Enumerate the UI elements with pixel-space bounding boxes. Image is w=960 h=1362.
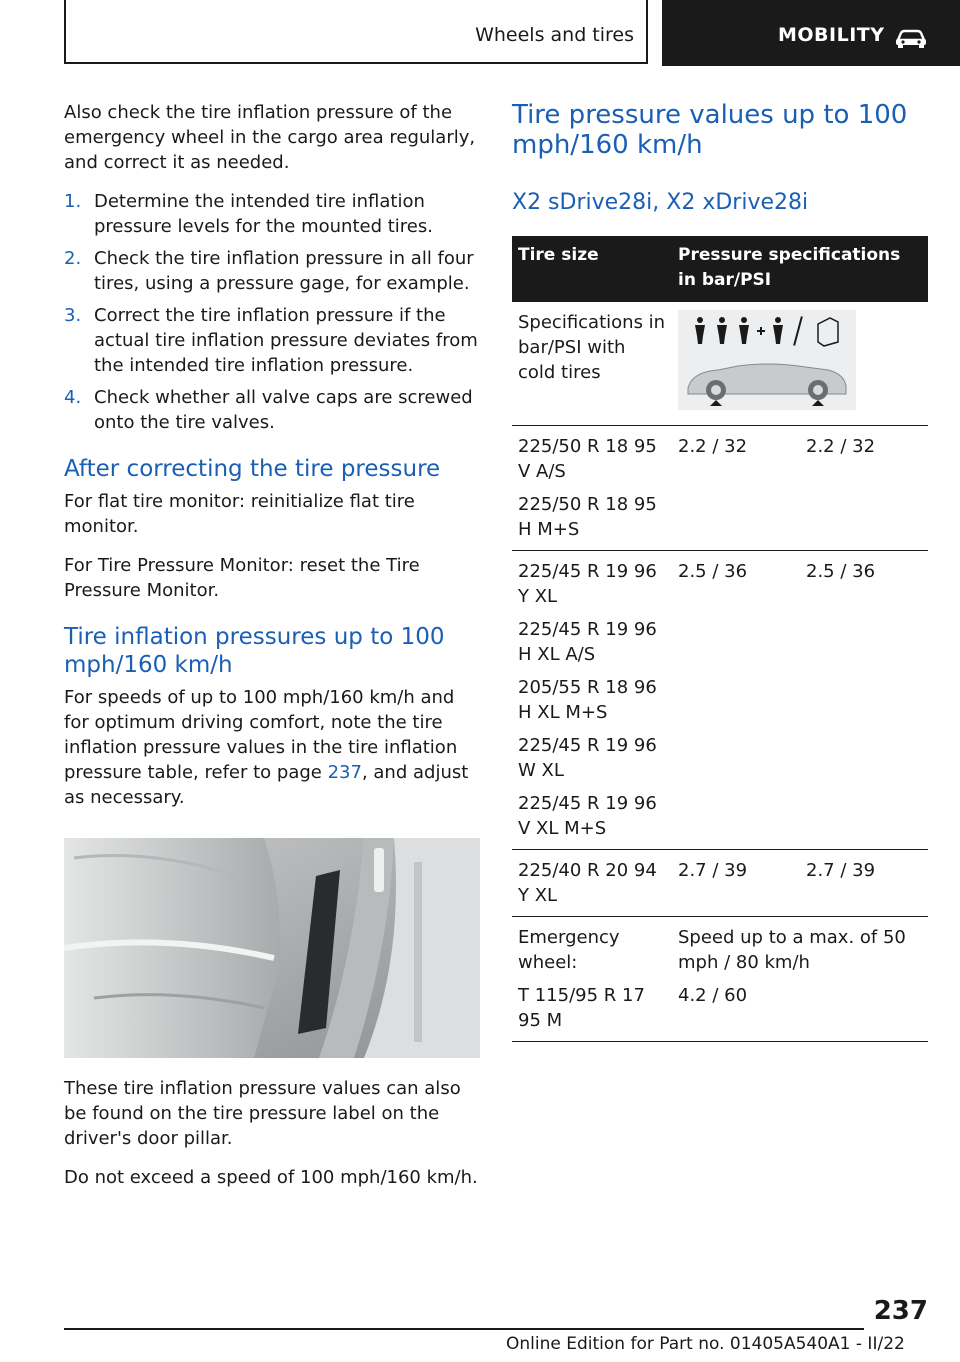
load-diagram-cell — [672, 302, 928, 426]
photo-caption: These tire inflation pressure values can also be found on the tire pressure label on the driver's door pillar. — [64, 1078, 461, 1149]
table-row — [512, 302, 928, 426]
edition-footer: Online Edition for Part no. 01405A540A1 - II/22 — [506, 1334, 905, 1354]
table-row — [512, 551, 928, 850]
tire-size-cell — [512, 551, 672, 850]
list-item — [64, 303, 480, 378]
page-header — [0, 0, 960, 66]
tire-pressure-heading: Tire pressure values up to 100 mph/160 km/h — [512, 100, 908, 160]
table-row — [512, 426, 928, 551]
rear-pressure-cell: 2.7 / 39 — [800, 850, 928, 917]
front-pressure-cell: 2.2 / 32 — [672, 426, 800, 551]
steps-list — [64, 189, 480, 435]
flat-tire-paragraph: For flat tire monitor: reinitialize flat tire monitor. — [64, 491, 415, 537]
footer-divider — [64, 1328, 864, 1330]
emergency-wheel-cell — [512, 917, 672, 1042]
tire-size: 225/40 R 20 94 Y XL — [518, 860, 657, 906]
chapter-tab — [662, 0, 960, 66]
door-pillar-photo — [64, 838, 480, 1058]
section-title: Wheels and tires — [475, 24, 634, 46]
load-diagram — [678, 310, 856, 410]
column-header-pressure: Pressure specifications in bar/PSI — [672, 236, 928, 302]
step-text: Correct the tire inflation pressure if the actual tire inflation pressure deviates from the intended tire inflation pressure. — [94, 305, 478, 376]
pressure-table — [512, 236, 928, 1042]
step-number: 3. — [64, 305, 82, 326]
inflation-paragraph — [64, 685, 480, 810]
page-number: 237 — [873, 1296, 928, 1326]
front-pressure-cell: 2.7 / 39 — [672, 850, 800, 917]
emergency-speed-limit: Speed up to a max. of 50 mph / 80 km/h — [678, 927, 906, 973]
step-text: Determine the intended tire inflation pressure levels for the mounted tires. — [94, 191, 433, 237]
tire-size: 225/45 R 19 96 W XL — [518, 735, 657, 781]
spec-label-cell: Specifications in bar/PSI with cold tires — [512, 302, 672, 426]
inflation-text: For speeds of up to 100 mph/160 km/h and for optimum driving comfort, note the tire inflation pressure values in the tire inflation pressure table, refer to page — [64, 687, 458, 783]
table-row — [512, 917, 928, 1042]
model-subheading: X2 sDrive28i, X2 xDrive28i — [512, 190, 809, 215]
after-correcting-heading: After correcting the tire pressure — [64, 456, 441, 482]
inflation-heading: Tire inflation pressures up to 100 mph/160 km/h — [64, 624, 445, 678]
page-reference-link[interactable]: 237 — [327, 762, 362, 783]
rear-pressure-cell: 2.2 / 32 — [800, 426, 928, 551]
list-item — [64, 246, 480, 296]
tire-size-cell — [512, 426, 672, 551]
tire-size: 225/45 R 19 96 H XL A/S — [518, 619, 657, 665]
tire-size: 225/45 R 19 96 V XL M+S — [518, 793, 657, 839]
chapter-title: MOBILITY — [778, 24, 885, 46]
step-text: Check whether all valve caps are screwed onto the tire valves. — [94, 387, 473, 433]
tire-size: 225/50 R 18 95 H M+S — [518, 494, 657, 540]
emergency-wheel-label: Emergency wheel: — [518, 927, 620, 973]
tire-size: 205/55 R 18 96 H XL M+S — [518, 677, 657, 723]
section-tab — [64, 0, 648, 64]
rear-pressure-cell: 2.5 / 36 — [800, 551, 928, 850]
table-row — [512, 850, 928, 917]
list-item — [64, 189, 480, 239]
right-column — [512, 100, 928, 1042]
emergency-spec-cell — [672, 917, 928, 1042]
step-number: 1. — [64, 191, 82, 212]
tire-size: 225/50 R 18 95 V A/S — [518, 436, 657, 482]
step-number: 4. — [64, 387, 82, 408]
step-text: Check the tire inflation pressure in all four tires, using a pressure gage, for example. — [94, 248, 474, 294]
speed-note: Do not exceed a speed of 100 mph/160 km/h. — [64, 1167, 478, 1188]
emergency-pressure: 4.2 / 60 — [678, 985, 748, 1006]
tire-size: 225/45 R 19 96 Y XL — [518, 561, 657, 607]
emergency-wheel-size: T 115/95 R 17 95 M — [518, 985, 645, 1031]
step-number: 2. — [64, 248, 82, 269]
inflation-text-end: , and adjust as necessary. — [64, 762, 469, 808]
column-header-tire-size: Tire size — [512, 236, 672, 302]
list-item — [64, 385, 480, 435]
car-icon — [894, 26, 928, 48]
left-column — [64, 100, 480, 1190]
front-pressure-cell: 2.5 / 36 — [672, 551, 800, 850]
table-header-row — [512, 236, 928, 302]
tire-size-cell — [512, 850, 672, 917]
intro-paragraph: Also check the tire inflation pressure of the emergency wheel in the cargo area regularly, and correct it as needed. — [64, 102, 476, 173]
tpm-paragraph: For Tire Pressure Monitor: reset the Tire Pressure Monitor. — [64, 555, 420, 601]
